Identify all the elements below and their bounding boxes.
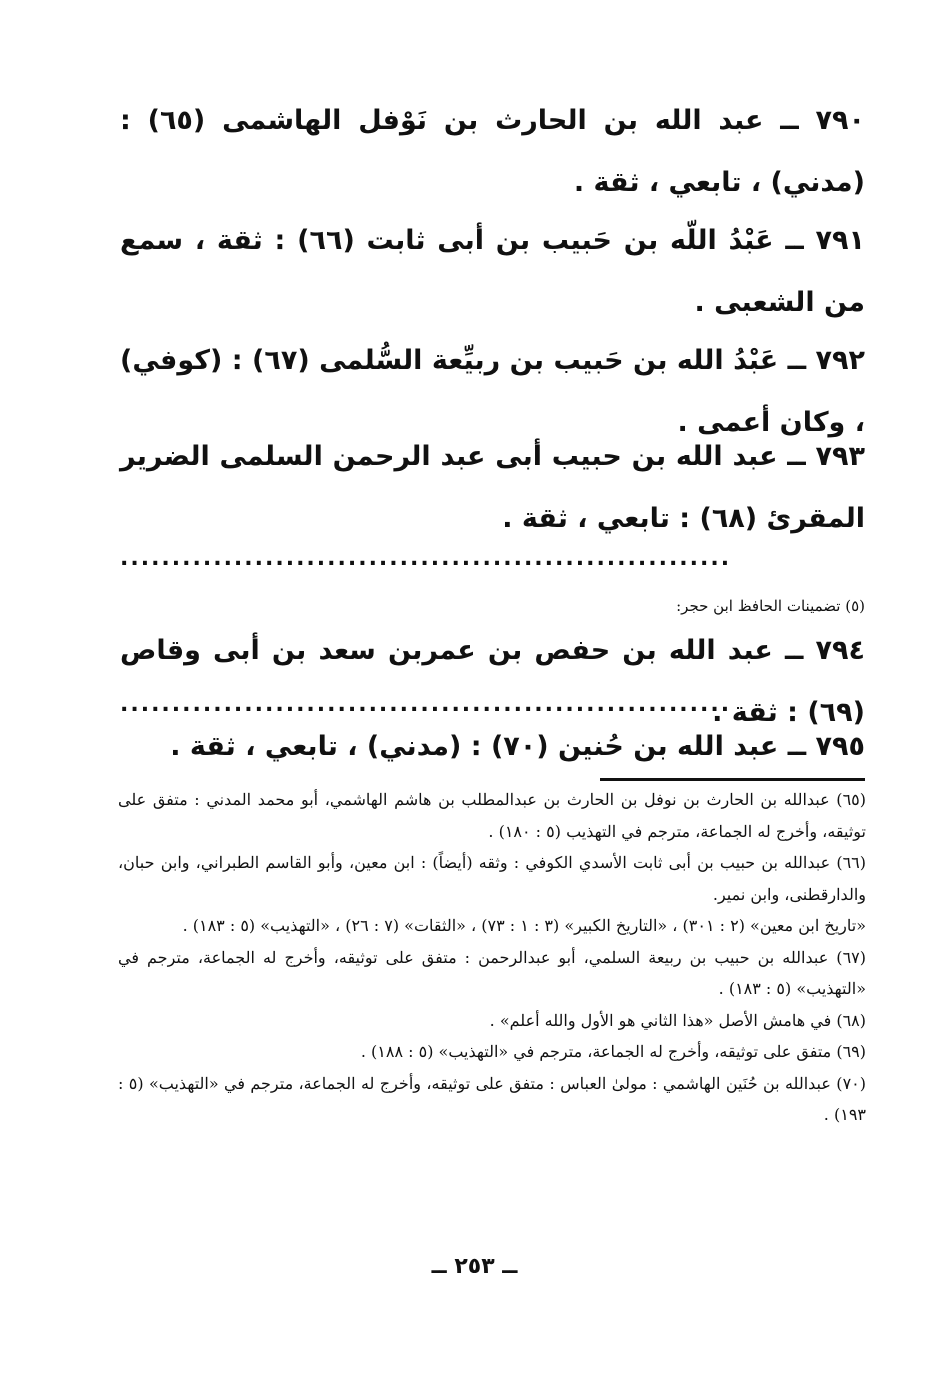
- footnote-67: (٦٧) عبدالله بن حبيب بن ربيعة السلمي، أبو عبدالرحمن : متفق على توثيقه، وأخرج له الجماعة، مترجم في «التهذيب» (٥ : ١٨٣) .: [118, 947, 866, 998]
- footnote-rule: [600, 778, 865, 781]
- footnote-70: (٧٠) عبدالله بن حُنَين الهاشمي : مولىٰ العباس : متفق على توثيقه، وأخرج له الجماعة، مترجم في «التهذيب» (٥ : ١٩٣) .: [118, 1073, 866, 1124]
- dotted-separator-1: ...........................................................: [120, 548, 732, 570]
- footnote-66-refs: «تاريخ ابن معين» (٢ : ٣٠١) ، «التاريخ الكبير» (٣ : ١ : ٧٣) ، «الثقات» (٧ : ٢٦) ، «التهذيب» (٥ : ١٨٣) .: [182, 916, 866, 935]
- footnote-68: (٦٨) في هامش الأصل «هذا الثاني هو الأول والله أعلم» .: [489, 1010, 866, 1030]
- tadmeenat-note: (٥) تضمينات الحافظ ابن حجر:: [676, 597, 865, 615]
- footnote-69: (٦٩) متفق على توثيقه، وأخرج له الجماعة، مترجم في «التهذيب» (٥ : ١٨٨) .: [360, 1042, 866, 1061]
- entry-795: ٧٩٥ ــ عبد الله بن حُنين (٧٠) : (مدني) ، تابعي ، ثقة .: [170, 731, 865, 762]
- footnotes: [118, 784, 866, 1131]
- footnote-65: (٦٥) عبدالله بن الحارث بن نوفل بن الحارث بن عبدالمطلب بن هاشم الهاشمي، أبو محمد المدني : متفق على توثيقه، وأخرج له الجماعة، مترجم في التهذيب (٥ : ١٨٠) .: [118, 790, 866, 841]
- dotted-separator-2: ...........................................................: [120, 694, 732, 716]
- entry-792: ٧٩٢ ــ عَبْدُ الله بن حَبيب بن ربيِّعة السُّلمى (٦٧) : (كوفي) ، وكان أعمى .: [120, 345, 865, 438]
- page-number: ــ ٢٥٣ ــ: [431, 1254, 518, 1279]
- entry-793: ٧٩٣ ــ عبد الله بن حبيب أبى عبد الرحمن السلمى الضرير المقرئ (٦٨) : تابعي ، ثقة .: [120, 441, 865, 534]
- entry-791: ٧٩١ ــ عَبْدُ اللّه بن حَبيب بن أبى ثابت (٦٦) : ثقة ، سمع من الشعبى .: [120, 225, 865, 318]
- entry-790: ٧٩٠ ــ عبد الله بن الحارث بن نَوْفل الهاشمى (٦٥) : (مدني) ، تابعي ، ثقة .: [120, 105, 865, 198]
- footnote-66: (٦٦) عبدالله بن حبيب بن أبى ثابت الأسدي الكوفي : وثقه (أيضاً) : ابن معين، وأبو القاسم الطبراني، وابن حبان، والدارقطنى، وابن نمير.: [118, 853, 867, 904]
- entry-794: ٧٩٤ ــ عبد الله بن حفص بن عمربن سعد بن أبى وقاص (٦٩) : ثقة .: [120, 635, 865, 728]
